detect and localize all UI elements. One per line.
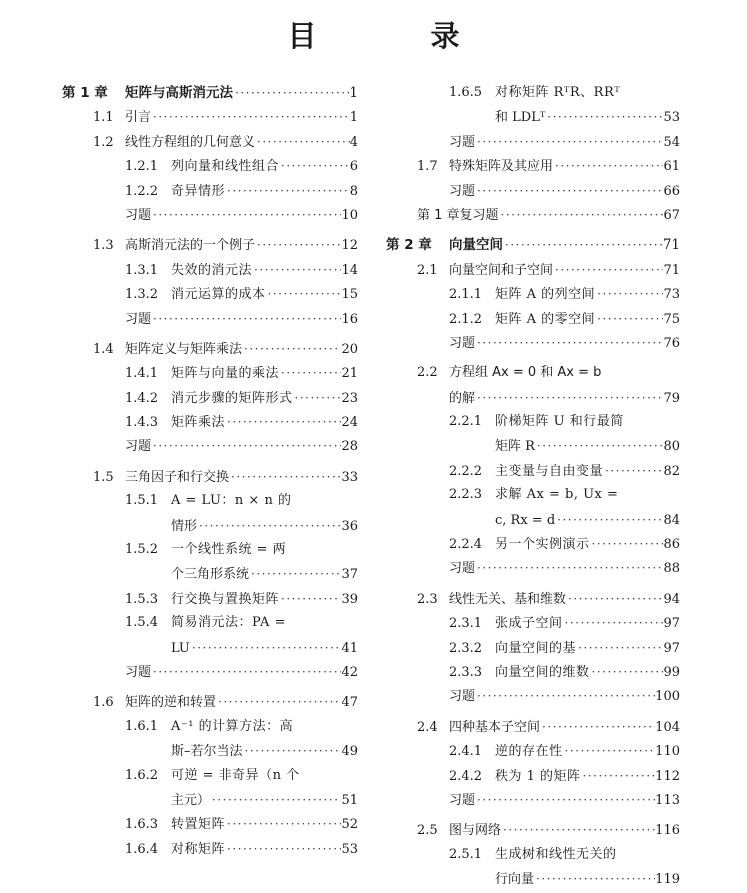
dot-leader [229, 465, 341, 489]
toc-entry[interactable] [386, 660, 680, 684]
toc-entry[interactable] [386, 130, 680, 154]
toc-entry[interactable] [62, 282, 358, 306]
toc-entry-title: 奇异情形 [171, 183, 226, 199]
toc-entry-number: 2.2.3 [449, 487, 483, 503]
dot-leader [293, 386, 342, 410]
toc-entry-page: 71 [662, 237, 680, 254]
toc-entry-page: 28 [341, 439, 358, 455]
toc-entry-title: 第 1 章复习题 [417, 207, 499, 223]
toc-entry-page: 1 [349, 110, 358, 126]
toc-entry-title: 习题 [449, 335, 476, 351]
toc-entry-page: 88 [663, 561, 680, 577]
dot-leader [475, 386, 663, 410]
toc-entry-page: 61 [663, 159, 680, 175]
dot-leader [595, 282, 663, 306]
toc-entry-number: 1.5 [93, 469, 114, 485]
toc-entry-page: 75 [663, 311, 680, 327]
toc-entry[interactable] [386, 410, 680, 434]
toc-entry-page: 54 [663, 134, 680, 150]
toc-entry-title: 向量空间 [449, 237, 503, 254]
dot-leader [151, 434, 341, 458]
toc-entry-title: 习题 [449, 689, 476, 705]
toc-entry-number: 1.1 [93, 110, 114, 126]
dot-leader [151, 203, 341, 227]
dot-leader [475, 684, 655, 708]
dot-leader [266, 282, 342, 306]
toc-entry[interactable] [386, 556, 680, 580]
toc-entry-number: 1.6.4 [125, 841, 159, 857]
toc-entry-number: 2.1 [417, 262, 438, 278]
toc-entry-title: 生成树和线性无关的 [495, 846, 617, 862]
dot-leader [499, 203, 664, 227]
toc-entry-page: 82 [663, 463, 680, 479]
toc-entry-number: 第 1 章 [62, 85, 108, 101]
toc-entry-title: 习题 [125, 664, 152, 680]
toc-entry[interactable] [62, 715, 358, 739]
dot-leader [475, 331, 663, 355]
toc-entry-page: 97 [663, 616, 680, 632]
toc-entry[interactable] [386, 611, 680, 635]
dot-leader [475, 556, 663, 580]
dot-leader [503, 233, 663, 257]
toc-entry-title: 主元） [171, 792, 211, 808]
toc-entry-page: 53 [663, 110, 680, 126]
toc-entry-number: 1.2.1 [125, 159, 159, 175]
toc-entry-page: 66 [663, 183, 680, 199]
toc-entry-title: 四种基本子空间 [449, 719, 541, 735]
toc-entry-title: 对称矩阵 RᵀR、RRᵀ [495, 85, 621, 100]
toc-entry[interactable] [62, 489, 358, 513]
toc-entry[interactable] [386, 508, 680, 532]
toc-entry-title: 对称矩阵 [171, 841, 226, 857]
toc-entry-page: 71 [663, 262, 680, 278]
toc-entry-title: 矩阵与向量的乘法 [171, 366, 280, 382]
toc-entry-number: 2.3 [417, 591, 438, 607]
toc-entry-number: 2.5.1 [449, 846, 483, 862]
dot-leader [501, 818, 655, 842]
dot-leader [279, 587, 341, 611]
toc-entry-title: 行向量 [495, 872, 535, 888]
dot-leader [475, 130, 663, 154]
toc-entry[interactable] [386, 179, 680, 203]
toc-entry-page: 33 [341, 469, 358, 485]
dot-leader [563, 611, 664, 635]
toc-entry-page: 47 [341, 695, 358, 711]
toc-entry-title: 线性无关、基和维数 [449, 591, 567, 607]
toc-entry-number: 2.2.4 [449, 537, 483, 553]
dot-leader [581, 764, 656, 788]
toc-entry[interactable] [62, 410, 358, 434]
toc-entry-page: 12 [341, 238, 358, 254]
dot-leader [225, 837, 341, 861]
toc-entry[interactable] [62, 337, 358, 361]
toc-entry-title: 失效的消元法 [171, 262, 253, 278]
toc-entry-title: 消元步骤的矩阵形式 [171, 390, 293, 406]
toc-entry-title: 一个线性系统 = 两 [171, 542, 287, 558]
toc-entry-number: 2.3.2 [449, 640, 483, 656]
toc-entry[interactable] [386, 81, 680, 105]
toc-entry-page: 21 [341, 366, 358, 382]
toc-entry-page: 53 [341, 841, 358, 857]
toc-entry-title: 矩阵 R [495, 439, 535, 455]
toc-entry-title: 习题 [449, 134, 476, 150]
toc-entry[interactable] [386, 361, 680, 385]
dot-leader [535, 434, 664, 458]
toc-entry-page: 10 [341, 207, 358, 223]
toc-entry[interactable] [62, 812, 358, 836]
toc-entry-page: 49 [341, 744, 358, 760]
toc-entry-page: 86 [663, 537, 680, 553]
toc-entry-page: 14 [341, 262, 358, 278]
toc-entry-title: A = LU：n × n 的 [171, 493, 292, 509]
toc-entry-number: 1.3 [93, 238, 114, 254]
toc-entry-page: 16 [341, 311, 358, 327]
toc-entry[interactable] [386, 764, 680, 788]
toc-entry-page: 113 [655, 792, 680, 808]
toc-entry[interactable] [62, 690, 358, 714]
dot-leader [595, 307, 663, 331]
toc-entry-title: 向量空间的基 [495, 640, 577, 656]
toc-entry-title: 引言 [125, 110, 152, 126]
toc-entry-page: 100 [655, 689, 680, 705]
toc-entry-title: 图与网络 [449, 823, 502, 839]
toc-entry-page: 73 [663, 287, 680, 303]
toc-entry[interactable] [62, 514, 358, 538]
toc-entry[interactable] [386, 154, 680, 178]
toc-entry[interactable] [62, 386, 358, 410]
toc-entry-number: 1.6.2 [125, 767, 159, 783]
toc-entry-number: 1.6 [93, 695, 114, 711]
toc-entry-title: 消元运算的成本 [171, 287, 266, 303]
toc-entry[interactable] [386, 715, 680, 739]
toc-entry[interactable] [62, 611, 358, 635]
toc-entry-page: 8 [349, 183, 358, 199]
toc-entry-title: 习题 [449, 561, 476, 577]
toc-entry-title: 三角因子和行交换 [125, 469, 230, 485]
toc-entry-number: 1.7 [417, 159, 438, 175]
toc-entry[interactable] [62, 562, 358, 586]
dot-leader [249, 562, 341, 586]
toc-entry-page: 4 [349, 134, 358, 150]
toc-entry[interactable] [386, 258, 680, 282]
dot-leader [190, 636, 342, 660]
toc-entry[interactable] [62, 179, 358, 203]
dot-leader [563, 739, 656, 763]
toc-entry-title: 特殊矩阵及其应用 [449, 159, 554, 175]
toc-entry-number: 2.1.2 [449, 311, 483, 327]
toc-entry-title: 矩阵乘法 [171, 415, 226, 431]
toc-entry[interactable] [386, 459, 680, 483]
toc-entry-title: 另一个实例演示 [495, 537, 590, 553]
toc-entry-page: 51 [341, 792, 358, 808]
toc-entry-title: 习题 [125, 207, 152, 223]
dot-leader [279, 154, 350, 178]
toc-entry[interactable] [62, 465, 358, 489]
dot-leader [242, 337, 341, 361]
dot-leader [197, 514, 341, 538]
toc-entry-title: 的解 [449, 390, 476, 406]
toc-entry-page: 84 [663, 512, 680, 528]
toc-right-column [386, 81, 680, 892]
dot-leader [233, 81, 349, 105]
dot-leader [216, 690, 341, 714]
toc-entry-page: 41 [341, 640, 358, 656]
toc-entry[interactable] [386, 684, 680, 708]
toc-entry-title: 方程组 Ax = 0 和 Ax = b [449, 365, 602, 381]
toc-entry-title: 斯–若尔当法 [171, 744, 243, 760]
toc-entry-number: 1.6.5 [449, 85, 483, 100]
toc-entry[interactable] [62, 105, 358, 129]
toc-entry[interactable] [62, 538, 358, 562]
toc-entry[interactable] [62, 307, 358, 331]
toc-entry[interactable] [62, 636, 358, 660]
toc-entry-page: 97 [663, 640, 680, 656]
toc-entry-title: 线性方程组的几何意义 [125, 134, 256, 150]
toc-entry-page: 52 [341, 817, 358, 833]
toc-entry-number: 2.4.2 [449, 768, 483, 784]
toc-entry-title: LU [171, 640, 190, 656]
toc-entry-page: 76 [663, 335, 680, 351]
dot-leader [540, 715, 655, 739]
toc-entry[interactable] [62, 660, 358, 684]
toc-entry-number: 1.4.1 [125, 366, 159, 382]
toc-entry-page: 119 [655, 872, 680, 888]
toc-entry-page: 39 [341, 591, 358, 607]
dot-leader [151, 307, 341, 331]
dot-leader [151, 105, 350, 129]
dot-leader [252, 258, 341, 282]
toc-entry-number: 1.2 [93, 134, 114, 150]
dot-leader [555, 508, 663, 532]
dot-leader [255, 233, 341, 257]
dot-leader [590, 532, 664, 556]
toc-entry-number: 1.5.3 [125, 591, 159, 607]
toc-entry-title: 秩为 1 的矩阵 [495, 768, 581, 784]
toc-entry-page: 23 [341, 390, 358, 406]
toc-entry-page: 94 [663, 591, 680, 607]
toc-entry-number: 1.5.1 [125, 493, 159, 509]
toc-entry[interactable] [62, 587, 358, 611]
toc-entry-number: 2.3.3 [449, 664, 483, 680]
toc-entry-title: c, Rx = d [495, 512, 556, 528]
dot-leader [545, 105, 663, 129]
toc-entry-title: 向量空间的维数 [495, 664, 590, 680]
toc-entry-number: 第 2 章 [386, 237, 432, 254]
toc-entry[interactable] [62, 258, 358, 282]
toc-entry[interactable] [386, 203, 680, 227]
toc-entry-number: 1.3.1 [125, 262, 159, 278]
toc-entry[interactable] [386, 532, 680, 556]
toc-entry[interactable] [386, 105, 680, 129]
toc-entry-title: 习题 [449, 792, 476, 808]
toc-entry[interactable] [62, 130, 358, 154]
toc-entry[interactable] [62, 434, 358, 458]
toc-entry-page: 99 [663, 664, 680, 680]
toc-entry-page: 104 [655, 719, 680, 735]
toc-entry-page: 67 [663, 207, 680, 223]
toc-entry-title: 习题 [449, 183, 476, 199]
toc-entry-page: 20 [341, 341, 358, 357]
toc-entry[interactable] [62, 361, 358, 385]
dot-leader [576, 636, 663, 660]
toc-entry-number: 2.2.2 [449, 463, 483, 479]
toc-entry[interactable] [62, 233, 358, 257]
dot-leader [279, 361, 341, 385]
toc-entry[interactable] [386, 818, 680, 842]
toc-entry-title: 求解 Ax = b, Ux = [495, 487, 619, 503]
toc-entry[interactable] [386, 331, 680, 355]
toc-entry-number: 1.3.2 [125, 287, 159, 303]
toc-entry-title: 矩阵与高斯消元法 [125, 85, 233, 101]
toc-entry-page: 79 [663, 390, 680, 406]
dot-leader [255, 130, 350, 154]
toc-entry-number: 1.6.3 [125, 817, 159, 833]
toc-entry-number: 1.4 [93, 341, 114, 357]
dot-leader [243, 739, 342, 763]
toc-entry-title: 情形 [171, 518, 198, 534]
toc-entry[interactable] [62, 203, 358, 227]
toc-entry-page: 1 [349, 85, 358, 101]
toc-entry[interactable] [62, 81, 358, 105]
toc-entry-title: 习题 [125, 439, 152, 455]
toc-entry[interactable] [386, 739, 680, 763]
dot-leader [225, 812, 341, 836]
toc-entry-title: 主变量与自由变量 [495, 463, 604, 479]
toc-entry-title: 和 LDLᵀ [495, 110, 546, 126]
toc-entry-title: 转置矩阵 [171, 817, 226, 833]
toc-entry-title: 习题 [125, 311, 152, 327]
toc-entry-title: 矩阵的逆和转置 [125, 695, 217, 711]
toc-entry[interactable] [386, 587, 680, 611]
toc-entry[interactable] [386, 636, 680, 660]
toc-entry[interactable] [386, 483, 680, 507]
toc-entry-title: 向量空间和子空间 [449, 262, 554, 278]
toc-entry-page: 80 [663, 439, 680, 455]
dot-leader [553, 258, 663, 282]
toc-entry-page: 112 [655, 768, 680, 784]
toc-entry-title: 列向量和线性组合 [171, 159, 280, 175]
toc-entry[interactable] [386, 307, 680, 331]
toc-entry-title: 矩阵 A 的零空间 [495, 311, 596, 327]
toc-entry-number: 1.5.2 [125, 542, 159, 558]
dot-leader [590, 660, 664, 684]
toc-entry-number: 2.3.1 [449, 616, 483, 632]
toc-entry-page: 24 [341, 415, 358, 431]
toc-entry-number: 1.4.3 [125, 415, 159, 431]
toc-entry-number: 2.2.1 [449, 414, 483, 430]
dot-leader [225, 179, 350, 203]
toc-entry-number: 2.4 [417, 719, 438, 735]
toc-entry[interactable] [62, 837, 358, 861]
toc-entry[interactable] [386, 386, 680, 410]
toc-entry[interactable] [62, 739, 358, 763]
toc-entry[interactable] [62, 154, 358, 178]
toc-entry-title: 可逆 = 非奇异（n 个 [171, 767, 300, 783]
toc-entry-title: 个三角形系统 [171, 567, 250, 583]
toc-entry-title: 行交换与置换矩阵 [171, 591, 280, 607]
toc-entry-number: 1.5.4 [125, 615, 159, 631]
toc-left-column [62, 81, 358, 861]
toc-entry-number: 1.6.1 [125, 718, 159, 734]
dot-leader [225, 410, 341, 434]
toc-entry[interactable] [62, 764, 358, 788]
toc-entry[interactable] [386, 233, 680, 257]
toc-entry-title: 矩阵 A 的列空间 [495, 287, 596, 303]
toc-entry[interactable] [386, 434, 680, 458]
toc-entry-page: 36 [341, 518, 358, 534]
toc-entry-title: A⁻¹ 的计算方法：高 [171, 718, 294, 734]
toc-entry-number: 2.2 [417, 365, 438, 381]
dot-leader [210, 788, 341, 812]
toc-entry-number: 1.2.2 [125, 183, 159, 199]
toc-entry-page: 37 [341, 567, 358, 583]
toc-entry-title: 矩阵定义与矩阵乘法 [125, 341, 243, 357]
toc-entry-title: 简易消元法：PA = [171, 615, 286, 631]
dot-leader [566, 587, 663, 611]
dot-leader [475, 179, 663, 203]
toc-entry-page: 6 [349, 159, 358, 175]
toc-entry-title: 逆的存在性 [495, 744, 563, 760]
dot-leader [475, 788, 655, 812]
dot-leader [603, 459, 663, 483]
toc-entry-title: 高斯消元法的一个例子 [125, 238, 256, 254]
toc-entry-title: 张成子空间 [495, 616, 563, 632]
toc-entry-page: 15 [341, 287, 358, 303]
toc-entry-title: 阶梯矩阵 U 和行最简 [495, 414, 624, 430]
toc-entry[interactable] [62, 788, 358, 812]
toc-entry-page: 42 [341, 664, 358, 680]
toc-entry[interactable] [386, 282, 680, 306]
toc-entry-number: 2.1.1 [449, 287, 483, 303]
dot-leader [151, 660, 341, 684]
toc-entry-page: 110 [655, 744, 680, 760]
page-title: 目 录 [287, 19, 512, 53]
dot-leader [553, 154, 663, 178]
toc-entry-number: 2.4.1 [449, 744, 483, 760]
toc-entry[interactable] [386, 843, 680, 867]
toc-entry[interactable] [386, 788, 680, 812]
toc-entry-number: 1.4.2 [125, 390, 159, 406]
toc-entry-number: 2.5 [417, 823, 438, 839]
toc-entry-page: 116 [655, 823, 680, 839]
